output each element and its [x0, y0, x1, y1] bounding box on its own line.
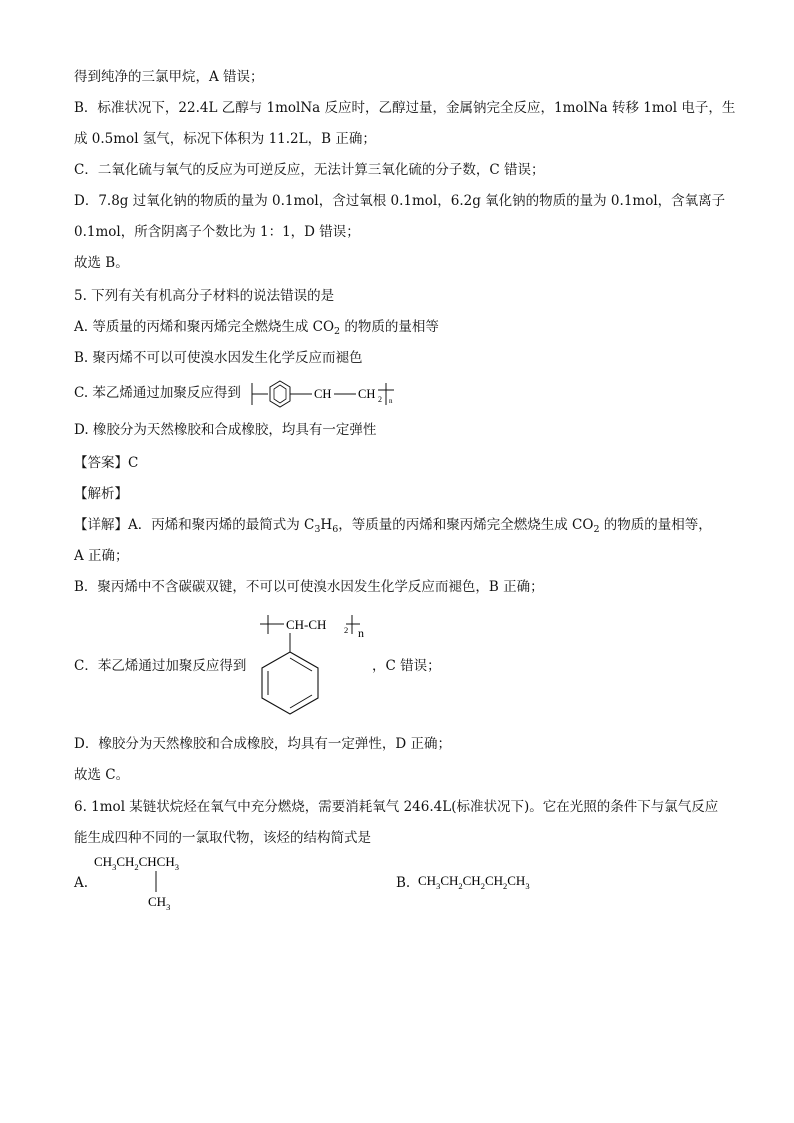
struct-subscript: 2	[458, 881, 463, 891]
text-line: B．标准状况下，22.4L 乙醇与 1molNa 反应时，乙醇过量，金属钠完全反应，1molNa 转移 1mol 电子，生	[74, 100, 736, 116]
struct-text: CH	[462, 873, 481, 888]
subscript: 6	[332, 524, 339, 535]
subscript: 2	[593, 524, 600, 535]
subscript: 2	[334, 326, 341, 337]
answer-label: 【答案】C	[74, 455, 139, 471]
struct-subscript: 3	[112, 862, 117, 872]
detail-line: B．聚丙烯中不含碳碳双键，不可以可使溴水因发生化学反应而褪色，B 正确；	[74, 579, 544, 595]
struct-subscript: 2	[134, 862, 139, 872]
question-6-stem: 能生成四种不同的一氯取代物，该烃的结构简式是	[74, 830, 371, 846]
option-5d: D. 橡胶分为天然橡胶和合成橡胶，均具有一定弹性	[74, 422, 377, 438]
polystyrene-structure	[254, 612, 374, 722]
text-line: D．7.8g 过氧化钠的物质的量为 0.1mol，含过氧根 0.1mol，6.2g 氧化钠的物质的量为 0.1mol，含氧离子	[74, 193, 726, 209]
struct-subscript: n	[358, 626, 364, 640]
option-5c	[74, 383, 241, 403]
struct-subscript: 3	[174, 862, 179, 872]
struct-text: CH	[94, 854, 113, 869]
analysis-label: 【解析】	[74, 486, 128, 502]
struct-subscript: 3	[525, 881, 530, 891]
option-5a	[74, 317, 439, 342]
text-line: 0.1mol，所含阴离子个数比为 1：1，D 错误；	[74, 224, 360, 240]
struct-text: CH	[148, 894, 167, 909]
svg-text:CH3CH2CH2CH2CH3	[418, 873, 530, 891]
option-6b-structure	[416, 868, 576, 892]
svg-text:CH3	[148, 894, 170, 912]
struct-text: CH	[314, 387, 332, 401]
struct-subscript: 2	[344, 625, 349, 635]
struct-text: CH	[116, 854, 135, 869]
struct-text: CH-CH	[286, 617, 327, 632]
option-text: A. 等质量的丙烯和聚丙烯完全燃烧生成 CO	[74, 319, 335, 335]
struct-subscript: 2	[378, 395, 382, 404]
detail-line-c-pre: C．苯乙烯通过加聚反应得到	[74, 658, 247, 674]
question-5-stem: 5. 下列有关有机高分子材料的说法错误的是	[74, 288, 335, 304]
svg-text:CH3CH2CHCH3	[94, 854, 179, 872]
subscript: 3	[314, 524, 321, 535]
option-text: C. 苯乙烯通过加聚反应得到	[74, 385, 241, 401]
detail-line: 故选 C。	[74, 767, 130, 783]
text-line: 得到纯净的三氯甲烷，A 错误；	[74, 69, 264, 85]
struct-text: CHCH	[138, 854, 175, 869]
option-6a-structure	[90, 850, 220, 912]
struct-text: CH	[484, 873, 503, 888]
option-6a-label: A.	[74, 875, 89, 891]
struct-subscript: 2	[503, 881, 508, 891]
detail-text: 的物质的量相等，	[599, 517, 712, 533]
struct-text: CH	[358, 387, 376, 401]
struct-text: CH	[418, 873, 437, 888]
struct-text: CH	[507, 873, 526, 888]
detail-text: 【详解】A．丙烯和聚丙烯的最简式为 C	[74, 517, 315, 533]
detail-line	[74, 515, 712, 540]
text-line: C．二氧化硫与氧气的反应为可逆反应，无法计算三氧化硫的分子数，C 错误；	[74, 162, 545, 178]
detail-line: A 正确；	[74, 548, 129, 564]
option-text: 的物质的量相等	[340, 319, 439, 335]
option-5b: B. 聚丙烯不可以可使溴水因发生化学反应而褪色	[74, 350, 363, 366]
option-6b-label: B.	[396, 875, 411, 891]
detail-line-c-post: ，C 错误；	[372, 658, 441, 674]
text-line: 成 0.5mol 氢气，标况下体积为 11.2L，B 正确；	[74, 131, 376, 147]
struct-subscript: n	[389, 397, 393, 405]
detail-line: D．橡胶分为天然橡胶和合成橡胶，均具有一定弹性，D 正确；	[74, 736, 451, 752]
detail-text: ，等质量的丙烯和聚丙烯完全燃烧生成 CO	[338, 517, 594, 533]
question-6-stem: 6. 1mol 某链状烷烃在氧气中充分燃烧，需要消耗氧气 246.4L(标准状况下)。它在光照的条件下与氯气反应	[74, 799, 719, 815]
struct-subscript: 3	[166, 902, 171, 912]
text-line: 故选 B。	[74, 255, 129, 271]
polystyrene-structure-inline	[250, 377, 410, 411]
struct-subscript: 2	[480, 881, 485, 891]
struct-subscript: 3	[436, 881, 441, 891]
struct-text: CH	[440, 873, 459, 888]
detail-text: H	[320, 517, 333, 533]
